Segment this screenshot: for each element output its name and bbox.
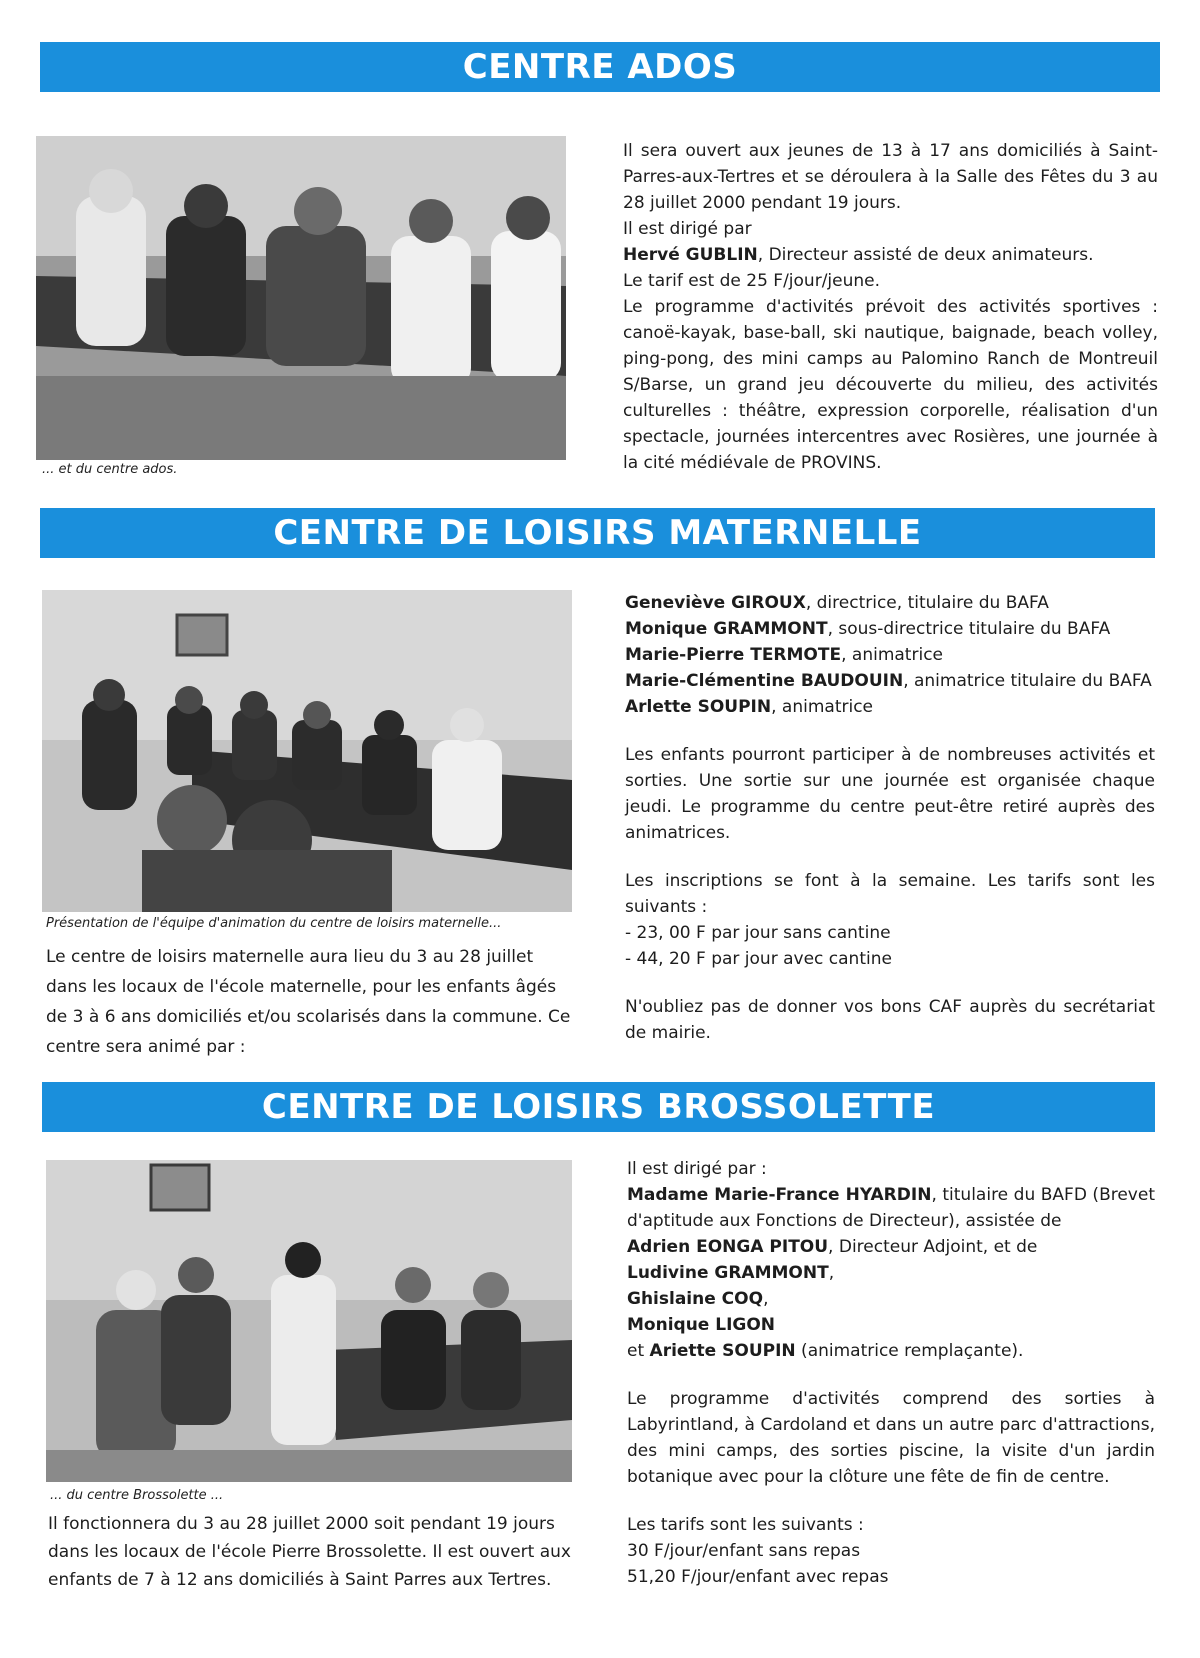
staff-role: , animatrice (841, 645, 943, 665)
brossolette-anim-1 (627, 1260, 1155, 1286)
brossolette-anim-2 (627, 1286, 1155, 1312)
brossolette-director (627, 1182, 1155, 1234)
brossolette-intro: Il est dirigé par : (627, 1159, 767, 1179)
brossolette-adjoint (627, 1234, 1155, 1260)
brossolette-tarif-1: 30 F/jour/enfant sans repas (627, 1541, 861, 1561)
staff-role: , animatrice (771, 697, 874, 717)
photo-caption-ados: ... et du centre ados. (42, 462, 178, 477)
brossolette-anim-4 (627, 1338, 1155, 1364)
staff-role: , animatrice titulaire du BAFA (903, 671, 1152, 691)
ados-paragraph-director (623, 242, 1158, 268)
photo-centre-ados (36, 136, 566, 460)
staff-name: Marie-Clémentine BAUDOUIN (625, 671, 904, 691)
section-title-ados: CENTRE ADOS (462, 47, 738, 87)
maternelle-left-text: Le centre de loisirs maternelle aura lieu du 3 au 28 juillet dans les locaux de l'école maternelle, pour les enfants âgés de 3 à 6 ans domiciliés et/ou scolarisés dans la commune. Ce centre sera animé par : (46, 947, 571, 1057)
staff-name: Ludivine GRAMMONT (627, 1263, 829, 1283)
staff-role: , directrice, titulaire du BAFA (805, 593, 1049, 613)
ados-paragraph-tarif: Le tarif est de 25 F/jour/jeune. (623, 271, 881, 291)
staff-name: Ghislaine COQ (627, 1289, 764, 1309)
brossolette-anim-3 (627, 1312, 1155, 1338)
staff-name: Marie-Pierre TERMOTE (625, 645, 842, 665)
maternelle-inscriptions: Les inscriptions se font à la semaine. Les tarifs sont les suivants : (625, 871, 1155, 917)
photo-caption-maternelle: Présentation de l'équipe d'animation du centre de loisirs maternelle... (46, 916, 502, 931)
brossolette-director-name: Madame Marie-France HYARDIN (627, 1185, 932, 1205)
section-title-brossolette: CENTRE DE LOISIRS BROSSOLETTE (261, 1087, 936, 1127)
maternelle-right-text (625, 590, 1155, 1046)
maternelle-staff-1 (625, 590, 1155, 616)
staff-suffix: , (828, 1263, 835, 1283)
section-banner-brossolette (42, 1082, 1155, 1132)
staff-role: , sous-directrice titulaire du BAFA (827, 619, 1111, 639)
maternelle-staff-4 (625, 668, 1155, 694)
maternelle-staff-3 (625, 642, 1155, 668)
section-title-maternelle: CENTRE DE LOISIRS MATERNELLE (273, 513, 922, 553)
staff-name: Ariette SOUPIN (649, 1341, 796, 1361)
ados-paragraph-dirige: Il est dirigé par (623, 219, 752, 239)
section-banner-ados (40, 42, 1160, 92)
section-banner-maternelle (40, 508, 1155, 558)
brossolette-tarifs-intro: Les tarifs sont les suivants : (627, 1515, 864, 1535)
photo-centre-maternelle (42, 590, 572, 912)
photo-centre-brossolette (46, 1160, 572, 1482)
brossolette-tarif-2: 51,20 F/jour/enfant avec repas (627, 1567, 889, 1587)
staff-name: Arlette SOUPIN (625, 697, 772, 717)
ados-text-block (623, 138, 1158, 476)
ados-director-name: Hervé GUBLIN (623, 245, 758, 265)
staff-name: Monique GRAMMONT (625, 619, 828, 639)
staff-suffix: (animatrice remplaçante). (795, 1341, 1024, 1361)
ados-paragraph-intro: Il sera ouvert aux jeunes de 13 à 17 ans domiciliés à Saint-Parres-aux-Tertres et se déroulera à la Salle des Fêtes du 3 au 28 juillet 2000 pendant 19 jours. (623, 141, 1158, 213)
staff-name: Monique LIGON (627, 1315, 776, 1335)
staff-suffix: , (763, 1289, 769, 1309)
ados-director-role: , Directeur assisté de deux animateurs. (757, 245, 1094, 265)
staff-name: Geneviève GIROUX (625, 593, 806, 613)
photo-caption-brossolette: ... du centre Brossolette ... (50, 1488, 224, 1503)
brossolette-director-role: , titulaire du BAFD (Brevet d'aptitude aux Fonctions de Directeur), assistée de (627, 1185, 1155, 1231)
brossolette-left-text: Il fonctionnera du 3 au 28 juillet 2000 soit pendant 19 jours dans les locaux de l'école Pierre Brossolette. Il est ouvert aux enfants de 7 à 12 ans domiciliés à Saint Parres aux Tertres. (48, 1514, 571, 1590)
maternelle-staff-2 (625, 616, 1155, 642)
maternelle-tarif-1: - 23, 00 F par jour sans cantine (625, 923, 891, 943)
brossolette-right-text (627, 1156, 1155, 1590)
maternelle-activities: Les enfants pourront participer à de nombreuses activités et sorties. Une sortie sur une journée est organisée chaque jeudi. Le programme du centre peut-être retiré auprès des animatrices. (625, 745, 1155, 843)
maternelle-staff-5 (625, 694, 1155, 720)
maternelle-tarif-2: - 44, 20 F par jour avec cantine (625, 949, 892, 969)
brossolette-adjoint-role: , Directeur Adjoint, et de (828, 1237, 1038, 1257)
ados-paragraph-programme: Le programme d'activités prévoit des activités sportives : canoë-kayak, base-ball, ski nautique, baignade, beach volley, ping-pong, des mini camps au Palomino Ranch de Montreuil S/Barse, un grand jeu découverte du milieu, des activités culturelles : théâtre, expression corporelle, réalisation d'un spectacle, journées intercentres avec Rosières, une journée à la cité médiévale de PROVINS. (623, 297, 1158, 473)
brossolette-adjoint-name: Adrien EONGA PITOU (627, 1237, 829, 1257)
brossolette-programme: Le programme d'activités comprend des sorties à Labyrintland, à Cardoland et dans un autre parc d'attractions, des mini camps, des sorties piscine, la visite d'un jardin botanique avec pour la clôture une fête de fin de centre. (627, 1389, 1155, 1487)
maternelle-caf: N'oubliez pas de donner vos bons CAF auprès du secrétariat de mairie. (625, 997, 1155, 1043)
staff-prefix: et (627, 1341, 650, 1361)
